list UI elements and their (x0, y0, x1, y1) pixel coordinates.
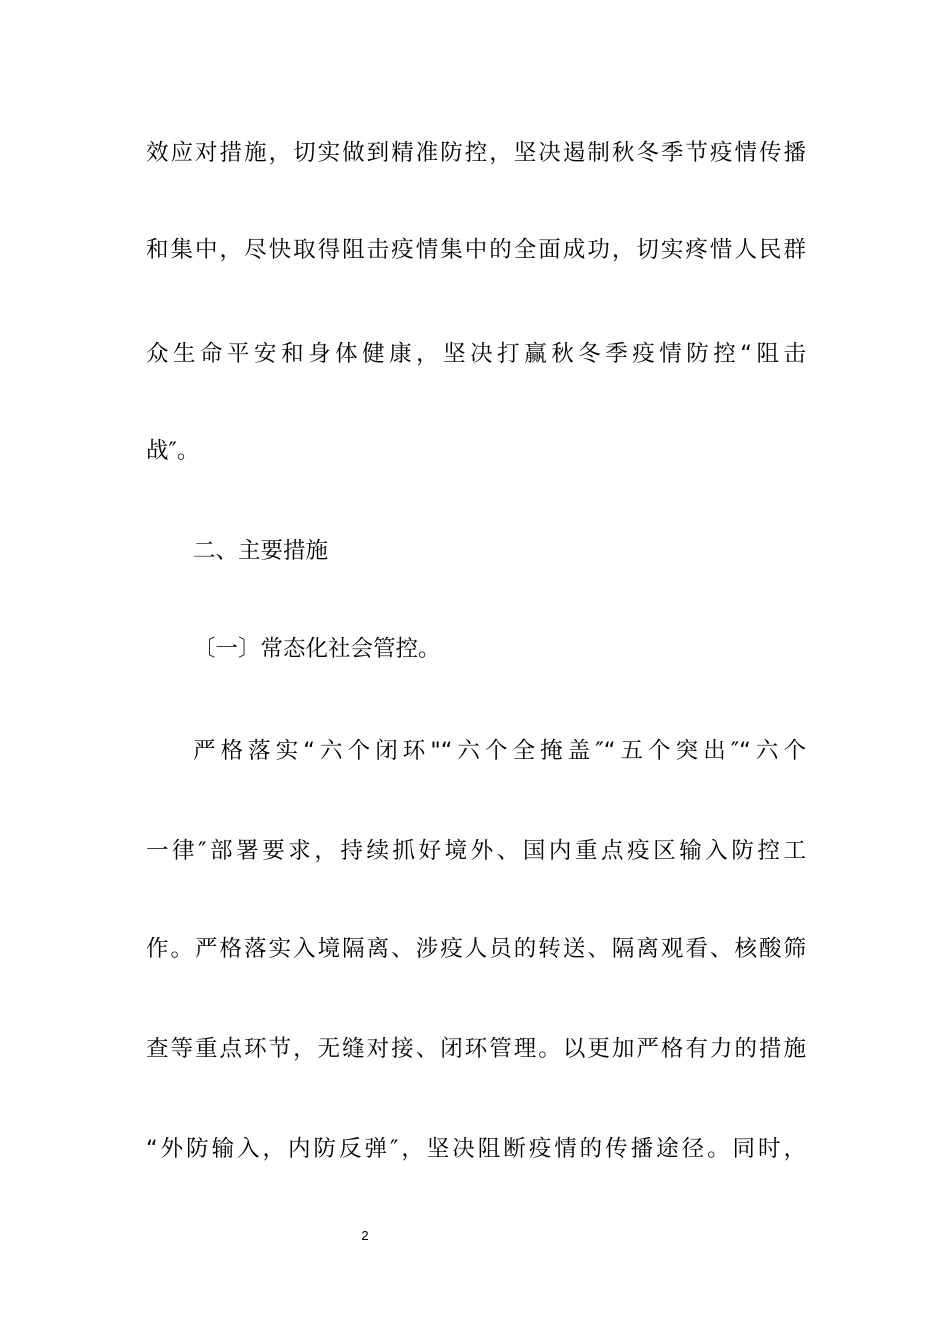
body-text-line: 众生命平安和身体健康，坚决打赢秋冬季疫情防控“阻击 (146, 341, 806, 367)
body-text-line: 作。严格落实入境隔离、涉疫人员的转送、隔离观看、核酸筛 (146, 936, 806, 962)
page-number: 2 (361, 1228, 369, 1243)
body-text-line: 效应对措施，切实做到精准防控，坚决遏制秋冬季节疫情传播 (146, 140, 806, 166)
body-text-line: 和集中，尽快取得阻击疫情集中的全面成功，切实疼惜人民群 (146, 237, 806, 263)
body-text-line: 严格落实“六个闭环"“六个全掩盖″“五个突出″“六个 (193, 738, 806, 764)
body-text-line: 战″。 (146, 438, 200, 464)
section-heading: 二、主要措施 (193, 538, 329, 564)
subsection-heading: 〔一〕常态化社会管控。 (193, 636, 441, 662)
body-text-line: 一律″部署要求，持续抓好境外、国内重点疫区输入防控工 (146, 838, 806, 864)
body-text-line: “外防输入，内防反弹″，坚决阻断疫情的传播途径。同时， (146, 1136, 806, 1162)
body-text-line: 查等重点环节，无缝对接、闭环管理。以更加严格有力的措施 (146, 1036, 806, 1062)
